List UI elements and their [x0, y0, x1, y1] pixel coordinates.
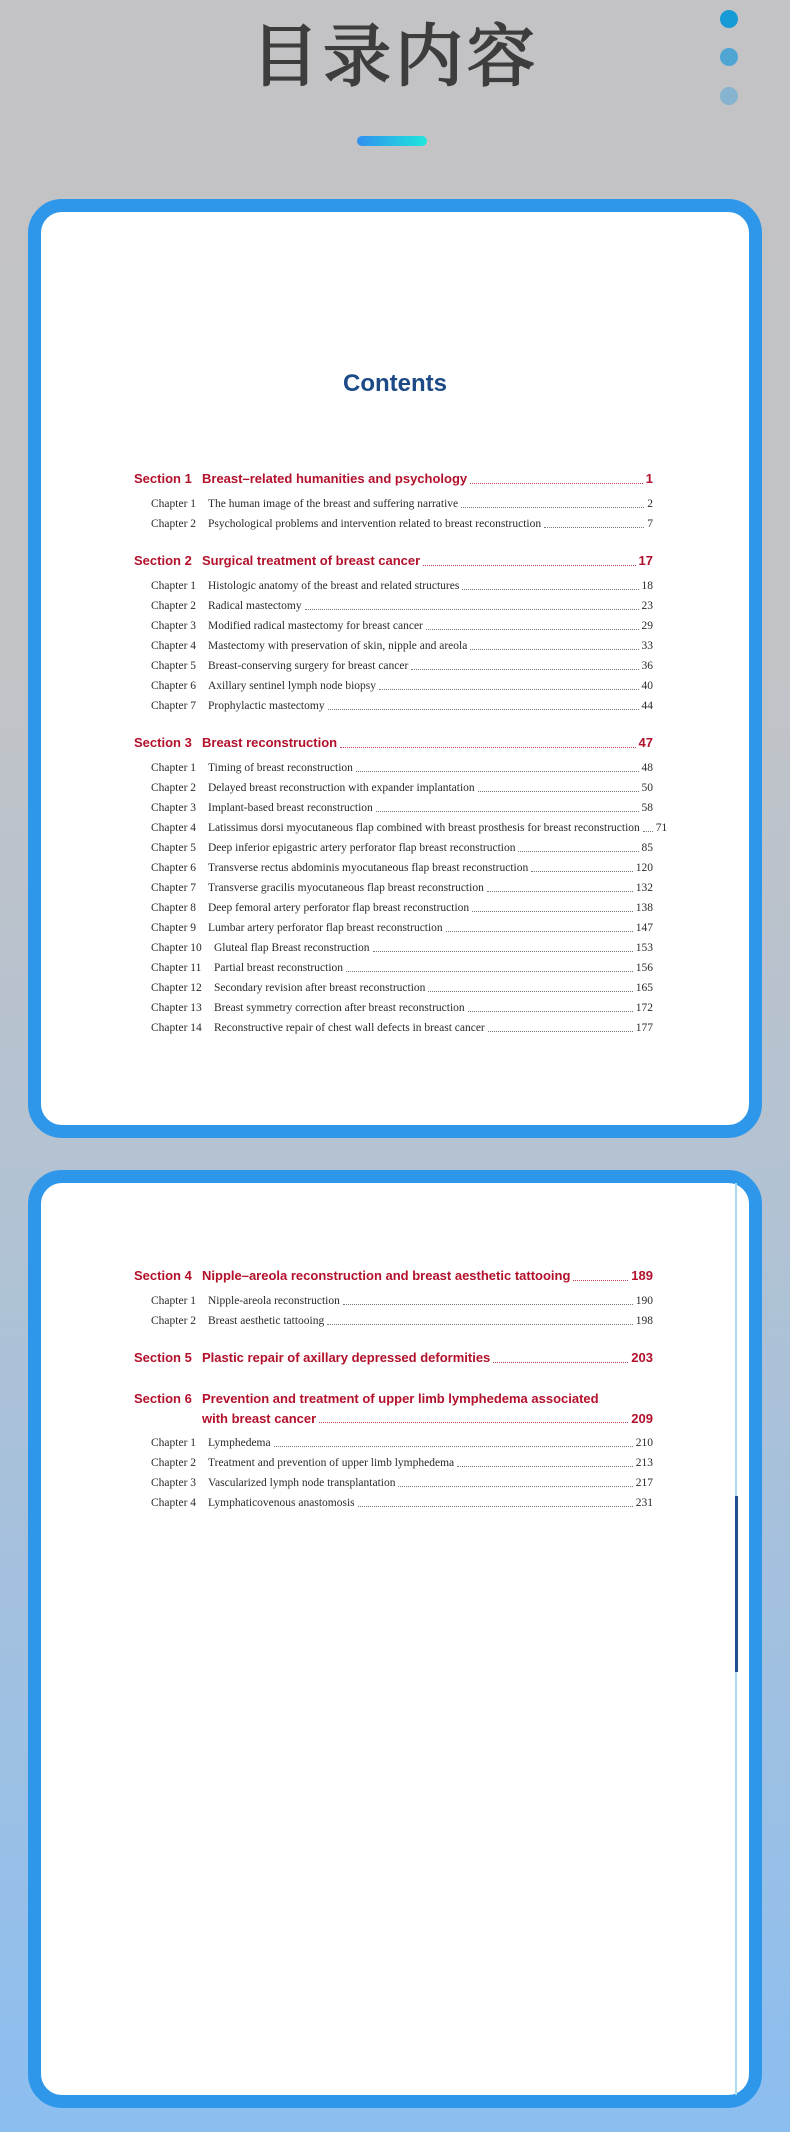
contents-heading: Contents: [343, 370, 447, 397]
dot-leader: [462, 589, 638, 590]
toc-chapter-entry[interactable]: [134, 1493, 653, 1513]
chapter-number: Chapter 9: [151, 922, 197, 934]
section-page-number: 47: [638, 735, 653, 750]
chapter-page-number: 147: [635, 922, 653, 934]
chapter-title: Deep inferior epigastric artery perforator flap breast reconstruction: [208, 842, 516, 854]
chapter-title: Breast symmetry correction after breast reconstruction: [214, 1002, 465, 1014]
chapter-number: Chapter 11: [151, 962, 202, 974]
chapter-number: Chapter 4: [151, 640, 197, 652]
dot-leader: [487, 891, 633, 892]
chapter-page-number: 156: [635, 962, 653, 974]
chapter-number: Chapter 2: [151, 1315, 197, 1327]
chapter-page-number: 231: [635, 1497, 653, 1509]
chapter-title: Histologic anatomy of the breast and related structures: [208, 580, 460, 592]
toc-chapter-entry[interactable]: [134, 656, 653, 676]
chapter-page-number: 2: [647, 498, 653, 510]
toc-chapter-entry[interactable]: [134, 1453, 653, 1473]
toc-chapter-entry[interactable]: [134, 758, 653, 778]
toc-chapter-entry[interactable]: [134, 838, 653, 858]
chapter-title: Implant-based breast reconstruction: [208, 802, 373, 814]
chapter-number: Chapter 7: [151, 882, 197, 894]
dot-leader: [328, 709, 639, 710]
chapter-title: Breast aesthetic tattooing: [208, 1315, 325, 1327]
chapter-title: Latissimus dorsi myocutaneous flap combined with breast prosthesis for breast reconstruction: [208, 822, 640, 834]
toc-chapter-entry[interactable]: [134, 958, 653, 978]
toc-list-1: [134, 468, 668, 1038]
chapter-title: Prophylactic mastectomy: [208, 700, 325, 712]
chapter-page-number: 50: [641, 782, 653, 794]
section-title: Nipple–areola reconstruction and breast aesthetic tattooing: [202, 1268, 571, 1283]
toc-chapter-entry[interactable]: [134, 918, 653, 938]
toc-chapter-entry[interactable]: [134, 1473, 653, 1493]
dot-leader: [470, 483, 643, 484]
chapter-title: Partial breast reconstruction: [214, 962, 344, 974]
chapter-title: Transverse gracilis myocutaneous flap breast reconstruction: [208, 882, 484, 894]
toc-chapter-entry[interactable]: [134, 696, 653, 716]
chapter-page-number: 71: [655, 822, 668, 834]
toc-chapter-entry[interactable]: [134, 778, 653, 798]
chapter-number: Chapter 3: [151, 620, 197, 632]
chapter-number: Chapter 3: [151, 802, 197, 814]
chapter-page-number: 29: [641, 620, 653, 632]
chapter-number: Chapter 13: [151, 1002, 202, 1014]
chapter-page-number: 132: [635, 882, 653, 894]
dot-leader: [488, 1031, 633, 1032]
dot-leader: [426, 629, 639, 630]
chapter-number: Chapter 2: [151, 600, 197, 612]
toc-section-entry[interactable]: [134, 468, 653, 490]
dot-leader: [428, 991, 632, 992]
title-underline-bar: [357, 136, 427, 146]
section-number: Section 6: [134, 1391, 192, 1406]
chapter-page-number: 210: [635, 1437, 653, 1449]
chapter-number: Chapter 12: [151, 982, 202, 994]
toc-chapter-entry[interactable]: [134, 596, 653, 616]
chapter-title: Timing of breast reconstruction: [208, 762, 353, 774]
chapter-title: Psychological problems and intervention related to breast reconstruction: [208, 518, 542, 530]
toc-chapter-entry[interactable]: [134, 676, 653, 696]
decorative-dot-2: [720, 48, 738, 66]
section-title: Surgical treatment of breast cancer: [202, 553, 421, 568]
section-number: Section 3: [134, 735, 192, 750]
chapter-page-number: 165: [635, 982, 653, 994]
toc-chapter-entry[interactable]: [134, 576, 653, 596]
section-title: Breast–related humanities and psychology: [202, 471, 468, 486]
dot-leader: [379, 689, 638, 690]
toc-section-entry[interactable]: [134, 550, 653, 572]
toc-chapter-entry[interactable]: [134, 798, 653, 818]
dot-leader: [305, 609, 639, 610]
chapter-title: Lymphaticovenous anastomosis: [208, 1497, 355, 1509]
chapter-page-number: 120: [635, 862, 653, 874]
dot-leader: [643, 831, 653, 832]
section-number: Section 2: [134, 553, 192, 568]
dot-leader: [573, 1280, 628, 1281]
dot-leader: [343, 1304, 633, 1305]
chapter-number: Chapter 2: [151, 1457, 197, 1469]
section-page-number: 209: [631, 1411, 653, 1426]
toc-chapter-entry[interactable]: [134, 898, 653, 918]
toc-section-entry[interactable]: [134, 1347, 653, 1369]
chapter-number: Chapter 4: [151, 822, 197, 834]
chapter-number: Chapter 6: [151, 680, 197, 692]
chapter-number: Chapter 5: [151, 842, 197, 854]
chapter-number: Chapter 6: [151, 862, 197, 874]
toc-chapter-entry[interactable]: [134, 1018, 653, 1038]
dot-leader: [319, 1422, 628, 1423]
section-number: Section 5: [134, 1350, 192, 1365]
dot-leader: [531, 871, 633, 872]
chapter-page-number: 190: [635, 1295, 653, 1307]
toc-section-entry[interactable]: [134, 732, 653, 754]
chapter-number: Chapter 10: [151, 942, 202, 954]
dot-leader: [461, 507, 644, 508]
toc-chapter-entry[interactable]: [134, 514, 653, 534]
chapter-title: Axillary sentinel lymph node biopsy: [208, 680, 377, 692]
section-page-number: 189: [631, 1268, 653, 1283]
chapter-title: Delayed breast reconstruction with expander implantation: [208, 782, 475, 794]
chapter-page-number: 177: [635, 1022, 653, 1034]
chapter-title: Modified radical mastectomy for breast cancer: [208, 620, 423, 632]
chapter-title: Lymphedema: [208, 1437, 271, 1449]
chapter-title: Secondary revision after breast reconstruction: [214, 982, 426, 994]
dot-leader: [472, 911, 633, 912]
chapter-page-number: 48: [641, 762, 653, 774]
toc-chapter-entry[interactable]: [134, 858, 653, 878]
toc-section-entry[interactable]: [134, 1389, 653, 1429]
dot-leader: [518, 851, 638, 852]
chapter-title: Mastectomy with preservation of skin, nipple and areola: [208, 640, 468, 652]
chapter-title: Nipple-areola reconstruction: [208, 1295, 340, 1307]
chapter-title: Lumbar artery perforator flap breast reconstruction: [208, 922, 443, 934]
chapter-number: Chapter 1: [151, 498, 197, 510]
toc-chapter-entry[interactable]: [134, 1291, 653, 1311]
chapter-page-number: 198: [635, 1315, 653, 1327]
dot-leader: [446, 931, 633, 932]
dot-leader: [327, 1324, 633, 1325]
contents-card-2: [28, 1170, 762, 2108]
toc-section-entry[interactable]: [134, 1265, 653, 1287]
chapter-page-number: 33: [641, 640, 653, 652]
dot-leader: [468, 1011, 633, 1012]
dot-leader: [373, 951, 633, 952]
chapter-number: Chapter 7: [151, 700, 197, 712]
toc-chapter-entry[interactable]: [134, 616, 653, 636]
dot-leader: [358, 1506, 633, 1507]
dot-leader: [478, 791, 639, 792]
dot-leader: [493, 1362, 628, 1363]
chapter-page-number: 58: [641, 802, 653, 814]
section-number: Section 1: [134, 471, 192, 486]
dot-leader: [544, 527, 644, 528]
chapter-number: Chapter 8: [151, 902, 197, 914]
toc-chapter-entry[interactable]: [134, 1311, 653, 1331]
section-number: Section 4: [134, 1268, 192, 1283]
dot-leader: [470, 649, 638, 650]
chapter-page-number: 217: [635, 1477, 653, 1489]
chapter-title: Vascularized lymph node transplantation: [208, 1477, 396, 1489]
toc-chapter-entry[interactable]: [134, 636, 653, 656]
chapter-number: Chapter 1: [151, 1295, 197, 1307]
section-page-number: 203: [631, 1350, 653, 1365]
chapter-page-number: 23: [641, 600, 653, 612]
toc-chapter-entry[interactable]: [134, 878, 653, 898]
chapter-page-number: 7: [647, 518, 653, 530]
contents-card-1: [28, 199, 762, 1138]
section-title: Prevention and treatment of upper limb lymphedema associated: [202, 1391, 599, 1406]
chapter-page-number: 44: [641, 700, 653, 712]
decorative-dot-3: [720, 87, 738, 105]
chapter-page-number: 85: [641, 842, 653, 854]
section-title: Plastic repair of axillary depressed deformities: [202, 1350, 491, 1365]
page-edge-marker: [735, 1496, 738, 1672]
chapter-title: Radical mastectomy: [208, 600, 302, 612]
chapter-title: Breast-conserving surgery for breast cancer: [208, 660, 409, 672]
chapter-page-number: 36: [641, 660, 653, 672]
dot-leader: [411, 669, 638, 670]
section-title-continued: with breast cancer: [202, 1411, 317, 1426]
chapter-number: Chapter 1: [151, 1437, 197, 1449]
section-title: Breast reconstruction: [202, 735, 338, 750]
dot-leader: [376, 811, 639, 812]
chapter-number: Chapter 4: [151, 1497, 197, 1509]
dot-leader: [340, 747, 635, 748]
chapter-number: Chapter 2: [151, 518, 197, 530]
toc-chapter-entry[interactable]: [134, 978, 653, 998]
chapter-page-number: 40: [641, 680, 653, 692]
dot-leader: [457, 1466, 633, 1467]
chapter-title: Gluteal flap Breast reconstruction: [214, 942, 370, 954]
chapter-number: Chapter 5: [151, 660, 197, 672]
section-line-1: [134, 1389, 653, 1409]
chapter-title: The human image of the breast and suffering narrative: [208, 498, 459, 510]
section-line-2: [134, 1409, 653, 1429]
chapter-title: Treatment and prevention of upper limb lymphedema: [208, 1457, 455, 1469]
page-title: 目录内容: [250, 18, 539, 97]
toc-list-2: [134, 1265, 653, 1513]
chapter-number: Chapter 3: [151, 1477, 197, 1489]
toc-chapter-entry[interactable]: [134, 938, 653, 958]
chapter-number: Chapter 14: [151, 1022, 202, 1034]
chapter-page-number: 18: [641, 580, 653, 592]
dot-leader: [398, 1486, 632, 1487]
toc-chapter-entry[interactable]: [134, 998, 653, 1018]
chapter-title: Deep femoral artery perforator flap breast reconstruction: [208, 902, 470, 914]
chapter-number: Chapter 1: [151, 580, 197, 592]
chapter-title: Transverse rectus abdominis myocutaneous flap breast reconstruction: [208, 862, 529, 874]
toc-chapter-entry[interactable]: [134, 1433, 653, 1453]
section-page-number: 17: [638, 553, 653, 568]
chapter-title: Reconstructive repair of chest wall defects in breast cancer: [214, 1022, 485, 1034]
dot-leader: [356, 771, 639, 772]
chapter-page-number: 172: [635, 1002, 653, 1014]
dot-leader: [423, 565, 635, 566]
chapter-number: Chapter 2: [151, 782, 197, 794]
decorative-dot-1: [720, 10, 738, 28]
chapter-number: Chapter 1: [151, 762, 197, 774]
toc-chapter-entry[interactable]: [134, 494, 653, 514]
chapter-page-number: 138: [635, 902, 653, 914]
dot-leader: [274, 1446, 633, 1447]
dot-leader: [346, 971, 633, 972]
chapter-page-number: 153: [635, 942, 653, 954]
section-page-number: 1: [645, 471, 653, 486]
toc-chapter-entry[interactable]: [134, 818, 668, 838]
chapter-page-number: 213: [635, 1457, 653, 1469]
